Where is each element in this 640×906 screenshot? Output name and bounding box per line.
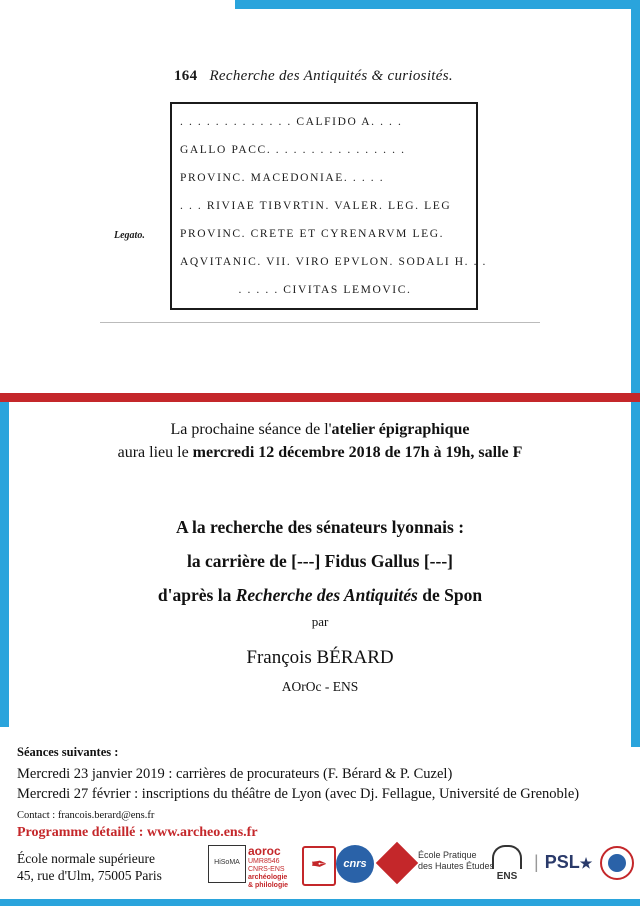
scan-page-number: 164: [174, 68, 198, 84]
inscription-line: . . . . . CIVITAS LEMOVIC.: [238, 284, 412, 296]
announcement-text: aura lieu le: [117, 444, 193, 461]
right-blue-bar-top: [631, 0, 640, 398]
psl-text: PSL: [544, 852, 580, 872]
inscription-line: . . . . . . . . . . . . . CALFIDO A. . . .: [180, 116, 403, 128]
talk-title-line-1: A la recherche des sénateurs lyonnais :: [175, 517, 465, 537]
inscription-line: GALLO PACC. . . . . . . . . . . . . . . .: [180, 144, 406, 156]
aoroc-cnrs: CNRS-ENS: [248, 866, 285, 873]
atelier-name: atelier épigraphique: [331, 421, 470, 438]
ens-logo: [490, 845, 524, 883]
session-announcement: [0, 418, 640, 464]
university-seal-icon: [600, 846, 634, 880]
aoroc-logo: [248, 844, 300, 889]
announcement-text: La prochaine séance de l': [170, 421, 332, 438]
session-date-time: mercredi 12 décembre 2018 de 17h à 19h, salle F: [192, 444, 523, 461]
talk-title-line-3: [0, 578, 640, 612]
scan-margin-note: Legato.: [114, 230, 145, 241]
cnrs-logo: cnrs: [336, 845, 374, 883]
star-icon: ★: [579, 855, 593, 871]
hisoma-logo: [208, 845, 246, 883]
aoroc-subtitle-2: & philologie: [248, 882, 289, 889]
pen-nib-icon: ✒: [302, 846, 336, 886]
aoroc-umr: UMR8546: [248, 858, 280, 865]
address: [17, 850, 162, 884]
ephe-line-2: des Hautes Études: [418, 861, 495, 871]
inscription-box: [170, 102, 488, 310]
next-sessions-heading: Séances suivantes :: [17, 745, 119, 759]
inscription-scan: [100, 58, 540, 326]
title-text: d'après la: [157, 585, 236, 605]
talk-title-line-2: la carrière de [---] Fidus Gallus [---]: [187, 551, 453, 571]
seal-center: [608, 854, 626, 872]
aoroc-name: aoroc: [248, 844, 281, 858]
speaker-name: François BÉRARD: [246, 647, 394, 668]
psl-logo: | PSL★: [534, 852, 593, 872]
title-book-name: Recherche des Antiquités: [235, 585, 418, 605]
aoroc-subtitle-1: archéologie: [248, 874, 288, 881]
hisoma-logo-text: HiSoMA: [214, 859, 240, 866]
inscription-line: . . . RIVIAE TIBVRTIN. VALER. LEG. LEG: [180, 200, 452, 212]
inscription-line: AQVITANIC. VII. VIRO EPVLON. SODALI H. . .: [180, 256, 488, 268]
inscription-line: PROVINC. MACEDONIAE. . . . .: [180, 172, 385, 184]
inscription-line: PROVINC. CRETE ET CYRENARVM LEG.: [180, 228, 445, 240]
bottom-blue-bar: [0, 899, 640, 906]
address-line-1: École normale supérieure: [17, 851, 155, 866]
ephe-line-1: École Pratique: [418, 850, 477, 860]
ephe-diamond-icon: [376, 842, 418, 884]
by-label: par: [311, 614, 329, 629]
scan-running-title: Recherche des Antiquités & curiosités.: [209, 68, 453, 84]
ens-dome-icon: [492, 845, 522, 869]
announcement-line-1: [0, 418, 640, 441]
speaker-affiliation: AOrOc - ENS: [281, 679, 359, 694]
top-blue-bar: [235, 0, 640, 9]
title-text: de Spon: [417, 585, 483, 605]
programme-link[interactable]: Programme détaillé : www.archeo.ens.fr: [17, 825, 258, 840]
address-line-2: 45, rue d'Ulm, 75005 Paris: [17, 868, 162, 883]
talk-title: [0, 510, 640, 612]
red-divider-bar: [0, 393, 640, 402]
scan-running-head: [174, 68, 453, 85]
ephe-logo-text: [418, 850, 494, 872]
next-session-item: Mercredi 27 février : inscriptions du théâtre de Lyon (avec Dj. Fellague, Université de Grenoble): [17, 786, 580, 802]
ens-logo-text: ENS: [496, 871, 518, 882]
announcement-line-2: [0, 441, 640, 464]
next-session-item: Mercredi 23 janvier 2019 : carrières de procurateurs (F. Bérard & P. Cuzel): [17, 766, 453, 782]
scan-bottom-rule: [100, 322, 540, 323]
contact-email[interactable]: Contact : francois.berard@ens.fr: [17, 810, 155, 821]
